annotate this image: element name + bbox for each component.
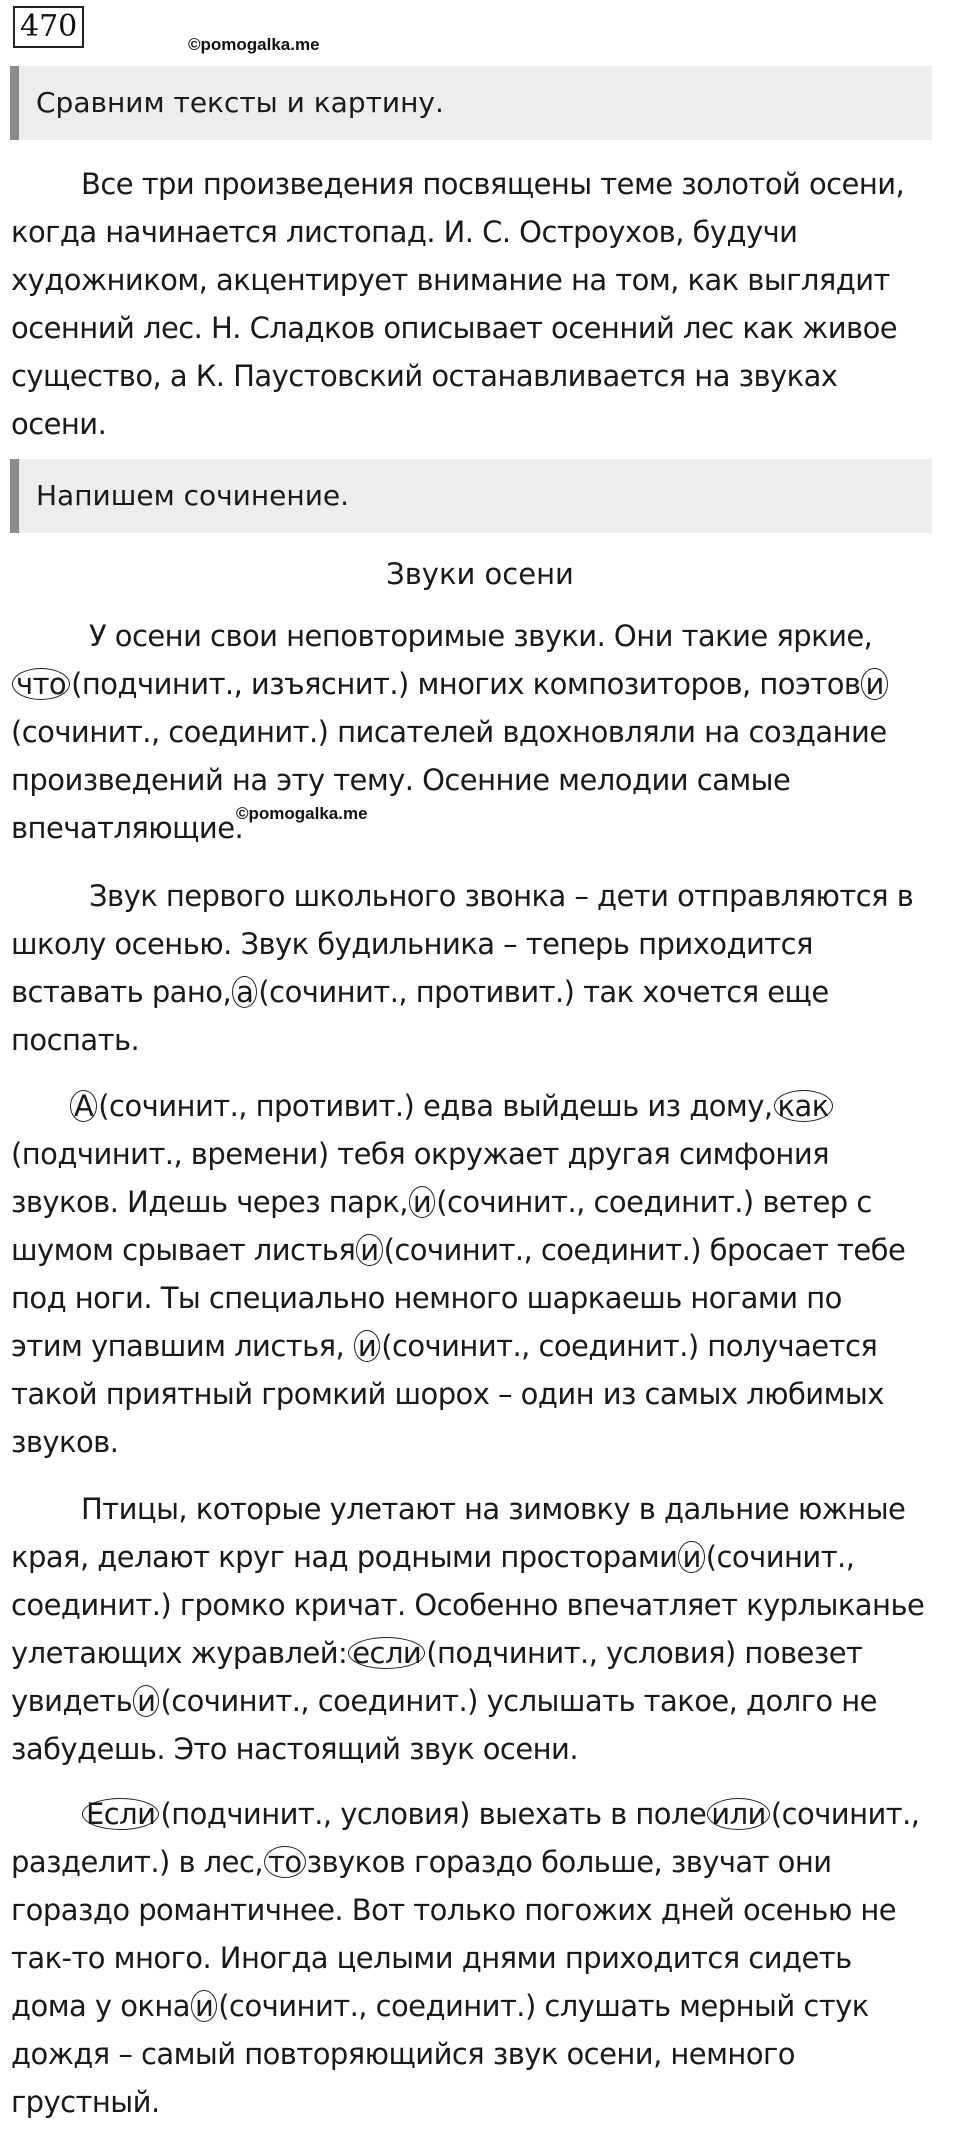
essay-title: Звуки осени (386, 557, 574, 591)
circled-conjunction: А (70, 1090, 97, 1122)
circled-conjunction: а (232, 976, 257, 1008)
circled-conjunction: что (12, 668, 70, 700)
circled-conjunction: если (348, 1637, 425, 1669)
watermark: ©pomogalka.me (236, 804, 368, 823)
circled-conjunction: и (191, 1990, 217, 2022)
circled-conjunction: и (678, 1541, 704, 1573)
essay-paragraph: Птицы, которые улетают на зимовку в дальние южные края, делают круг над родными просторами и (сочинит., соединит.) громко кричат. Особенно впечатляет курлыканье улетающих журавлей: если (подчинит., условия) повезет увидеть и (сочинит., соединит.) услышать такое, долго не забудешь. Это настоящий звук осени. (11, 1492, 925, 1766)
circled-conjunction: Если (82, 1798, 159, 1830)
circled-conjunction: и (356, 1234, 382, 1266)
essay-paragraph: Звук первого школьного звонка – дети отправляются в школу осенью. Звук будильника – теперь приходится вставать рано, а (сочинит., противит.) так хочется еще поспать. (11, 879, 914, 1057)
section-heading-compare: Сравним тексты и картину. (10, 66, 932, 140)
circled-conjunction: то (264, 1846, 306, 1878)
circled-conjunction: и (861, 668, 887, 700)
essay-paragraph: А (сочинит., противит.) едва выйдешь из дому, как (подчинит., времени) тебя окружает другая симфония звуков. Идешь через парк, и (сочинит., соединит.) ветер с шумом срывает листья и (сочинит., соединит.) бросает тебе под ноги. Ты специально немного шаркаешь ногами по этим упавшим листья, и (сочинит., соединит.) получается такой приятный громкий шорох – один из самых любимых звуков. (11, 1089, 906, 1459)
watermark: ©pomogalka.me (188, 35, 320, 54)
section-heading-essay: Напишем сочинение. (10, 459, 932, 533)
exercise-number: 470 (13, 6, 84, 48)
essay-paragraph: Если (подчинит., условия) выехать в поле или (сочинит., разделит.) в лес, то звуков гораздо больше, звучат они гораздо романтичнее. Вот только погожих дней осенью не так-то много. Иногда целыми днями приходится сидеть дома у окна и (сочинит., соединит.) слушать мерный стук дождя – самый повторяющийся звук осени, немного грустный. (11, 1797, 920, 2119)
comparison-paragraph: Все три произведения посвящены теме золотой осени, когда начинается листопад. И. С. Остроухов, будучи художником, акцентирует внимание на том, как выглядит осенний лес. Н. Сладков описывает осенний лес как живое существо, а К. Паустовский останавливается на звуках осени. (11, 167, 905, 441)
essay-paragraph: У осени свои неповторимые звуки. Они такие яркие, что (подчинит., изъяснит.) многих композиторов, поэтов и (сочинит., соединит.) писателей вдохновляли на создание произведений на эту тему. Осенние мелодии самые впечатляющие. (11, 619, 887, 845)
circled-conjunction: как (774, 1090, 833, 1122)
circled-conjunction: и (354, 1330, 380, 1362)
circled-conjunction: и (133, 1685, 159, 1717)
circled-conjunction: и (409, 1186, 435, 1218)
circled-conjunction: или (707, 1798, 770, 1830)
